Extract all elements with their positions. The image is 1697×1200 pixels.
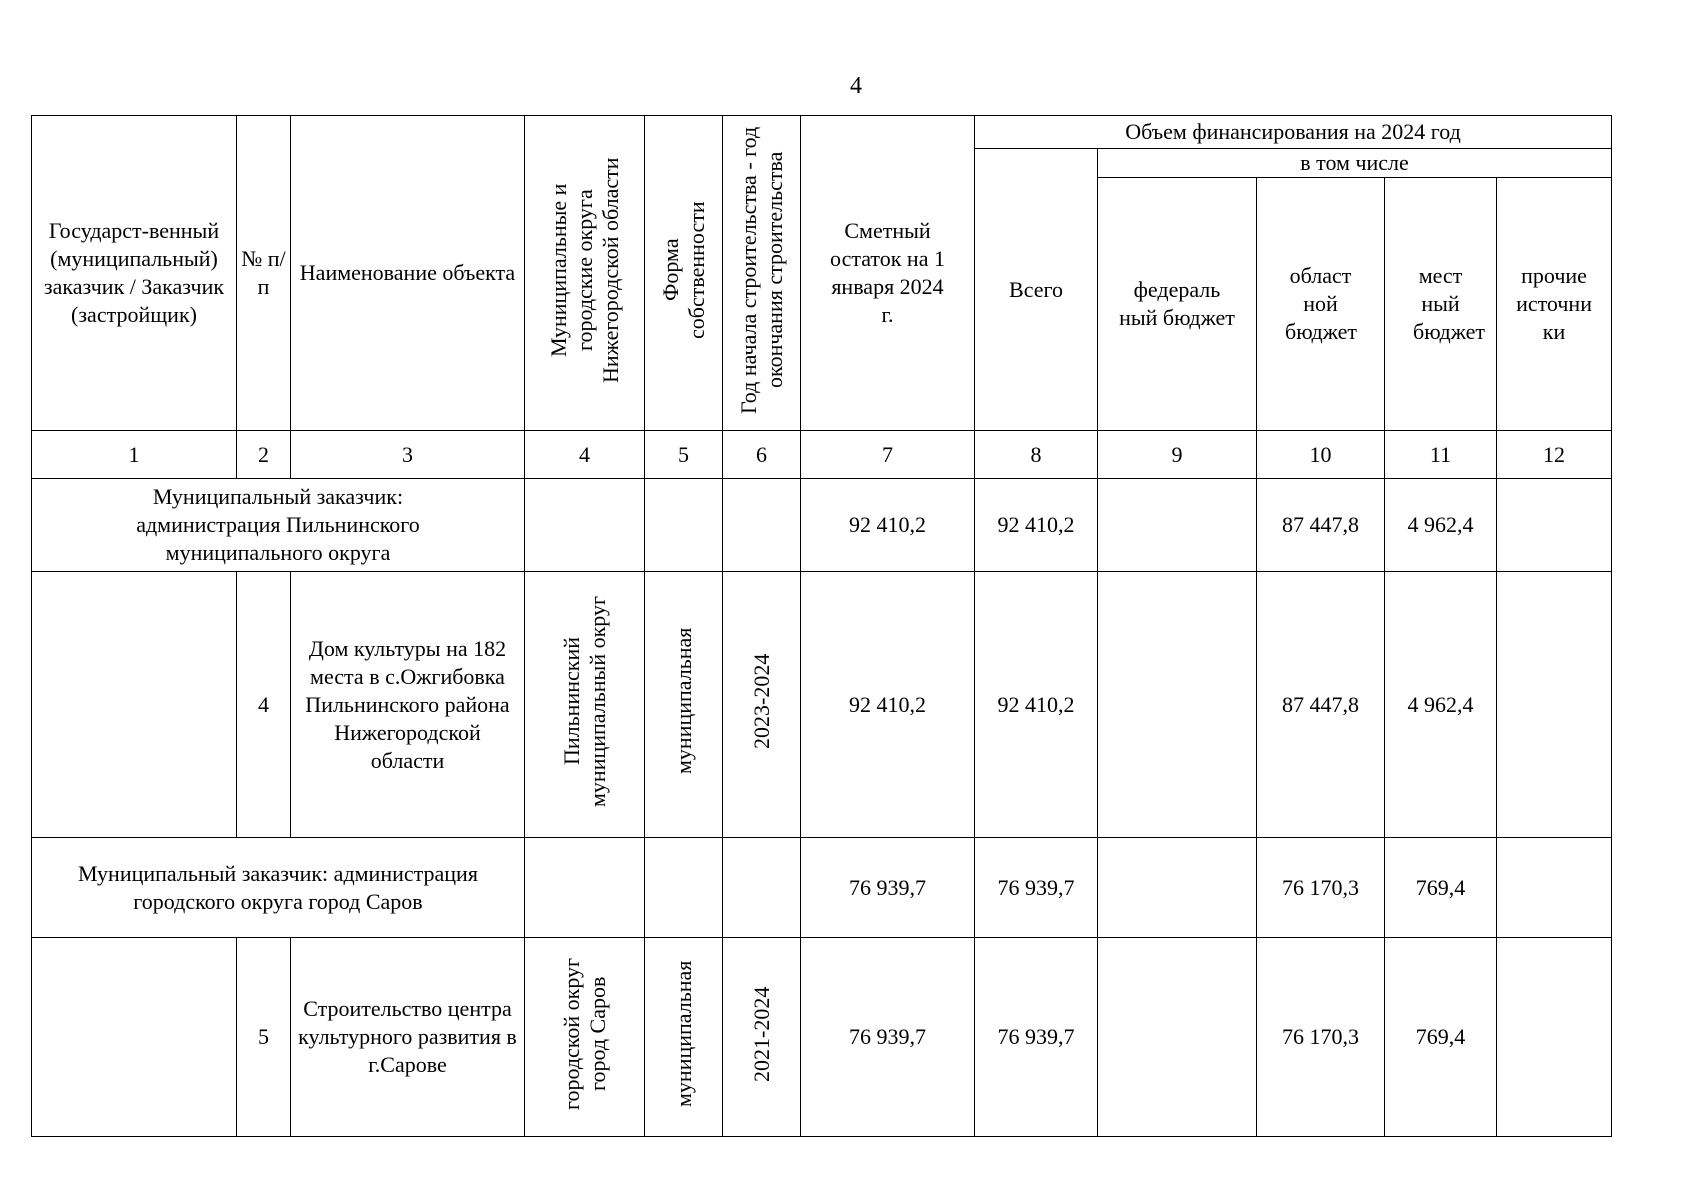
group-balance: 76 939,7: [801, 838, 975, 938]
header-other: прочие источни ки: [1497, 178, 1612, 431]
row-federal: [1098, 938, 1257, 1137]
header-balance: Сметный остаток на 1 января 2024 г.: [801, 116, 975, 431]
row-municipality-cell: [525, 938, 645, 1137]
column-number: 9: [1098, 431, 1257, 479]
group-balance: 92 410,2: [801, 479, 975, 572]
group-local: 769,4: [1385, 838, 1497, 938]
row-other: [1497, 938, 1612, 1137]
header-including: в том числе: [1098, 149, 1612, 178]
header-total: Всего: [975, 149, 1098, 431]
object-row: [32, 938, 1612, 1137]
column-number: 1: [32, 431, 237, 479]
column-number: 10: [1257, 431, 1385, 479]
row-municipality-cell: [525, 572, 645, 838]
column-number: 12: [1497, 431, 1612, 479]
group-other: [1497, 838, 1612, 938]
header-regional: област ной бюджет: [1257, 178, 1385, 431]
group-regional: 76 170,3: [1257, 838, 1385, 938]
column-number: 6: [723, 431, 801, 479]
row-federal: [1098, 572, 1257, 838]
empty-cell: [32, 572, 237, 838]
empty-cell: [645, 479, 723, 572]
row-local: 769,4: [1385, 938, 1497, 1137]
row-years-cell: [723, 938, 801, 1137]
header-local: мест ный бюджет: [1385, 178, 1497, 431]
header-funding: Объем финансирования на 2024 год: [975, 116, 1612, 149]
column-number: 7: [801, 431, 975, 479]
row-num: 4: [237, 572, 291, 838]
empty-cell: [525, 838, 645, 938]
object-row: [32, 572, 1612, 838]
row-object-name: Дом культуры на 182 места в с.Ожгибовка Пильнинского района Нижегородской области: [291, 572, 525, 838]
customer-group-row: [32, 838, 1612, 938]
customer-group-row: [32, 479, 1612, 572]
header-customer: Государст-венный (муниципальный) заказчик / Заказчик (застройщик): [32, 116, 237, 431]
header-ownership: Форма собственности: [657, 200, 709, 339]
row-municipality: Пильнинский муниципальный округ: [558, 595, 610, 807]
row-years: 2023-2024: [748, 653, 774, 749]
column-number: 8: [975, 431, 1098, 479]
row-ownership-cell: [645, 572, 723, 838]
row-regional: 76 170,3: [1257, 938, 1385, 1137]
group-customer: Муниципальный заказчик: администрация Пильнинского муниципального округа: [32, 479, 525, 572]
row-years: 2021-2024: [748, 985, 774, 1082]
row-balance: 92 410,2: [801, 572, 975, 838]
empty-cell: [32, 938, 237, 1137]
header-ownership-cell: [645, 116, 723, 431]
row-regional: 87 447,8: [1257, 572, 1385, 838]
header-municipality: Муниципальные и городские округа Нижегородской области: [545, 156, 623, 383]
column-number: 5: [645, 431, 723, 479]
empty-cell: [525, 479, 645, 572]
page-number: 4: [850, 73, 862, 99]
row-object-name: Строительство центра культурного развития в г.Сарове: [291, 938, 525, 1137]
group-other: [1497, 479, 1612, 572]
group-federal: [1098, 479, 1257, 572]
row-local: 4 962,4: [1385, 572, 1497, 838]
header-row-1: [32, 116, 1612, 149]
group-federal: [1098, 838, 1257, 938]
column-number: 2: [237, 431, 291, 479]
group-regional: 87 447,8: [1257, 479, 1385, 572]
group-total: 76 939,7: [975, 838, 1098, 938]
header-municipality-cell: [525, 116, 645, 431]
header-num: № п/п: [237, 116, 291, 431]
header-years: Год начала строительства - год окончания строительства: [735, 125, 787, 414]
row-num: 5: [237, 938, 291, 1137]
header-name: Наименование объекта: [291, 116, 525, 431]
column-number: 4: [525, 431, 645, 479]
header-federal: федераль ный бюджет: [1098, 178, 1257, 431]
column-number: 11: [1385, 431, 1497, 479]
row-other: [1497, 572, 1612, 838]
column-numbers-row: [32, 431, 1612, 479]
empty-cell: [723, 838, 801, 938]
row-balance: 76 939,7: [801, 938, 975, 1137]
empty-cell: [645, 838, 723, 938]
row-ownership-cell: [645, 938, 723, 1137]
row-ownership: муниципальная: [670, 627, 696, 775]
header-years-cell: [723, 116, 801, 431]
construction-financing-table: [31, 115, 1612, 1137]
group-total: 92 410,2: [975, 479, 1098, 572]
row-total: 76 939,7: [975, 938, 1098, 1137]
row-ownership: муниципальная: [670, 960, 696, 1107]
group-local: 4 962,4: [1385, 479, 1497, 572]
row-municipality: городской округ город Саров: [558, 957, 610, 1110]
row-years-cell: [723, 572, 801, 838]
row-total: 92 410,2: [975, 572, 1098, 838]
column-number: 3: [291, 431, 525, 479]
empty-cell: [723, 479, 801, 572]
group-customer: Муниципальный заказчик: администрация городского округа город Саров: [32, 838, 525, 938]
